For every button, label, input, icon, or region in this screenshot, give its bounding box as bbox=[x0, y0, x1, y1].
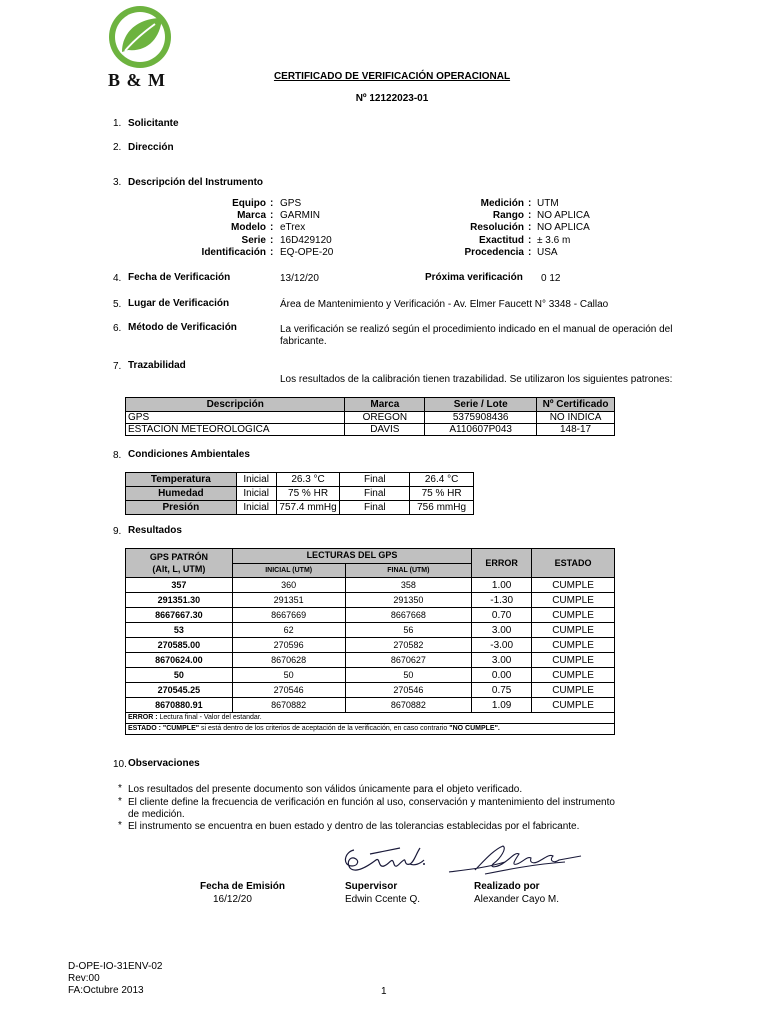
condition-label: Humedad bbox=[126, 487, 237, 501]
table-cell: Final bbox=[340, 473, 410, 487]
column-header-estado: ESTADO bbox=[532, 549, 615, 578]
table-header-row bbox=[126, 549, 615, 564]
table-row bbox=[126, 424, 615, 436]
table-cell: 270545.25 bbox=[126, 683, 233, 698]
note-label: "NO CUMPLE". bbox=[449, 725, 500, 732]
results-body bbox=[126, 578, 615, 713]
table-cell: 270546 bbox=[345, 683, 472, 698]
column-header: Serie / Lote bbox=[425, 398, 537, 412]
performed-name: Alexander Cayo M. bbox=[474, 894, 560, 905]
footer-date: FA:Octubre 2013 bbox=[68, 985, 144, 996]
table-cell: 8667667.30 bbox=[126, 608, 233, 623]
instrument-key: Serie bbox=[241, 235, 266, 246]
table-cell: Final bbox=[340, 487, 410, 501]
table-cell: Final bbox=[340, 501, 410, 515]
instrument-key: Identificación bbox=[201, 247, 266, 258]
column-header-inicial: INICIAL (UTM) bbox=[232, 563, 345, 578]
table-row bbox=[126, 412, 615, 424]
table-cell: 291350 bbox=[345, 593, 472, 608]
table-cell: 8670628 bbox=[232, 653, 345, 668]
section-resultados: Resultados bbox=[128, 525, 182, 536]
table-cell: 8670882 bbox=[232, 698, 345, 713]
table-row bbox=[126, 487, 474, 501]
table-cell: CUMPLE bbox=[532, 623, 615, 638]
note-label: ESTADO : "CUMPLE" bbox=[128, 725, 200, 732]
table-cell: CUMPLE bbox=[532, 683, 615, 698]
instrument-value: NO APLICA bbox=[537, 210, 590, 221]
instrument-key: Marca bbox=[237, 210, 266, 221]
table-cell: 50 bbox=[126, 668, 233, 683]
condition-label: Temperatura bbox=[126, 473, 237, 487]
method-line-1: La verificación se realizó según el procedimiento indicado en el manual de operación del bbox=[280, 324, 673, 335]
section-number: 4. bbox=[113, 273, 122, 284]
table-cell: A110607P043 bbox=[425, 424, 537, 436]
colon: : bbox=[528, 222, 532, 233]
section-number: 1. bbox=[113, 118, 122, 129]
instrument-row bbox=[150, 247, 350, 259]
performed-label: Realizado por bbox=[474, 881, 540, 892]
instrument-row bbox=[400, 210, 620, 222]
column-header-error: ERROR bbox=[472, 549, 532, 578]
table-cell: NO INDICA bbox=[537, 412, 615, 424]
header-text: GPS PATRÓN bbox=[149, 552, 208, 562]
table-cell: 26.4 °C bbox=[410, 473, 474, 487]
section-solicitante: Solicitante bbox=[128, 118, 179, 129]
table-cell: 291351 bbox=[232, 593, 345, 608]
leaf-logo-icon bbox=[100, 4, 180, 70]
table-note-row bbox=[126, 713, 615, 724]
bullet: * bbox=[118, 796, 122, 807]
column-header: Marca bbox=[345, 398, 425, 412]
section-metodo: Método de Verificación bbox=[128, 322, 237, 333]
colon: : bbox=[270, 222, 274, 233]
note-label: ERROR : bbox=[128, 714, 158, 721]
instrument-value: 16D429120 bbox=[280, 235, 332, 246]
condition-label: Presión bbox=[126, 501, 237, 515]
instrument-value: eTrex bbox=[280, 222, 306, 233]
table-cell: 270546 bbox=[232, 683, 345, 698]
table-cell: 358 bbox=[345, 578, 472, 593]
bullet: * bbox=[118, 783, 122, 794]
table-cell: -3.00 bbox=[472, 638, 532, 653]
table-cell: Inicial bbox=[236, 501, 276, 515]
table-cell: 291351.30 bbox=[126, 593, 233, 608]
conditions-table bbox=[125, 472, 474, 515]
colon: : bbox=[270, 210, 274, 221]
colon: : bbox=[528, 198, 532, 209]
table-cell: GPS bbox=[126, 412, 345, 424]
section-number: 8. bbox=[113, 450, 122, 461]
table-cell: 62 bbox=[232, 623, 345, 638]
method-line-2: fabricante. bbox=[280, 336, 327, 347]
next-verification-label: Próxima verificación bbox=[425, 272, 523, 283]
next-verification-value: 0 12 bbox=[541, 273, 561, 284]
table-cell: 75 % HR bbox=[410, 487, 474, 501]
table-cell: CUMPLE bbox=[532, 593, 615, 608]
instrument-row bbox=[150, 222, 350, 235]
colon: : bbox=[270, 198, 274, 209]
instrument-key: Procedencia bbox=[464, 247, 524, 258]
note-text: si está dentro de los criterios de aceptación de la verificación, en caso contrario bbox=[199, 725, 450, 732]
table-cell: 3.00 bbox=[472, 623, 532, 638]
column-header: Nº Certificado bbox=[537, 398, 615, 412]
section-fecha: Fecha de Verificación bbox=[128, 272, 231, 283]
observation-2a: El cliente define la frecuencia de verificación en función al uso, conservación y mantenimiento del instrumento bbox=[128, 797, 615, 808]
table-row bbox=[126, 638, 615, 653]
section-number: 6. bbox=[113, 323, 122, 334]
column-header-lecturas: LECTURAS DEL GPS bbox=[232, 549, 471, 564]
error-note bbox=[126, 713, 615, 724]
instrument-key: Modelo bbox=[231, 222, 266, 233]
table-row bbox=[126, 623, 615, 638]
table-cell: 756 mmHg bbox=[410, 501, 474, 515]
table-note-row bbox=[126, 724, 615, 735]
section-number: 2. bbox=[113, 142, 122, 153]
performer-signature-icon bbox=[445, 840, 585, 880]
table-cell: 0.75 bbox=[472, 683, 532, 698]
instrument-key: Rango bbox=[492, 210, 524, 221]
estado-note bbox=[126, 724, 615, 735]
table-cell: 56 bbox=[345, 623, 472, 638]
instrument-row bbox=[400, 222, 620, 235]
section-number: 7. bbox=[113, 361, 122, 372]
verification-place: Área de Mantenimiento y Verificación - Av. Elmer Faucett N° 3348 - Callao bbox=[280, 299, 609, 310]
instrument-value: ± 3.6 m bbox=[537, 235, 571, 246]
table-row bbox=[126, 668, 615, 683]
observation-2b: de medición. bbox=[128, 809, 185, 820]
table-cell: -1.30 bbox=[472, 593, 532, 608]
section-trazabilidad: Trazabilidad bbox=[128, 360, 186, 371]
results-table bbox=[125, 548, 615, 735]
footer-code: D-OPE-IO-31ENV-02 bbox=[68, 961, 163, 972]
instrument-value: EQ-OPE-20 bbox=[280, 247, 334, 258]
section-direccion: Dirección bbox=[128, 142, 174, 153]
instrument-value: UTM bbox=[537, 198, 559, 209]
instrument-row bbox=[400, 235, 620, 247]
traceability-text: Los resultados de la calibración tienen trazabilidad. Se utilizaron los siguientes patrones: bbox=[280, 374, 673, 385]
table-cell: 0.70 bbox=[472, 608, 532, 623]
table-row bbox=[126, 653, 615, 668]
page-number: 1 bbox=[381, 986, 387, 997]
instrument-row bbox=[400, 247, 620, 259]
table-cell: Inicial bbox=[236, 473, 276, 487]
table-cell: 50 bbox=[345, 668, 472, 683]
table-row bbox=[126, 578, 615, 593]
table-cell: 0.00 bbox=[472, 668, 532, 683]
table-cell: CUMPLE bbox=[532, 668, 615, 683]
table-cell: 148-17 bbox=[537, 424, 615, 436]
table-row bbox=[126, 683, 615, 698]
instrument-value: NO APLICA bbox=[537, 222, 590, 233]
table-cell: 360 bbox=[232, 578, 345, 593]
table-cell: Inicial bbox=[236, 487, 276, 501]
colon: : bbox=[528, 235, 532, 246]
emission-label: Fecha de Emisión bbox=[200, 881, 286, 892]
instrument-value: GARMIN bbox=[280, 210, 320, 221]
table-cell: 8667668 bbox=[345, 608, 472, 623]
observation-3: El instrumento se encuentra en buen estado y dentro de las tolerancias establecidas por el fabricante. bbox=[128, 821, 580, 832]
column-header-final: FINAL (UTM) bbox=[345, 563, 472, 578]
section-lugar: Lugar de Verificación bbox=[128, 298, 230, 309]
table-cell: 270585.00 bbox=[126, 638, 233, 653]
table-cell: 270582 bbox=[345, 638, 472, 653]
logo-text: B & M bbox=[108, 70, 166, 90]
table-cell: 1.09 bbox=[472, 698, 532, 713]
table-cell: 270596 bbox=[232, 638, 345, 653]
table-cell: 75 % HR bbox=[276, 487, 340, 501]
table-row bbox=[126, 698, 615, 713]
instrument-key: Medición bbox=[480, 198, 524, 209]
instrument-key: Resolución bbox=[470, 222, 524, 233]
colon: : bbox=[528, 247, 532, 258]
document-title: CERTIFICADO DE VERIFICACIÓN OPERACIONAL bbox=[273, 71, 511, 82]
colon: : bbox=[270, 235, 274, 246]
table-cell: DAVIS bbox=[345, 424, 425, 436]
section-number: 9. bbox=[113, 526, 122, 537]
instrument-row bbox=[150, 235, 350, 247]
table-row bbox=[126, 473, 474, 487]
footer-rev: Rev:00 bbox=[68, 973, 100, 984]
table-cell: CUMPLE bbox=[532, 638, 615, 653]
verification-date: 13/12/20 bbox=[280, 273, 319, 284]
table-cell: 8670627 bbox=[345, 653, 472, 668]
colon: : bbox=[270, 247, 274, 258]
table-cell: 50 bbox=[232, 668, 345, 683]
table-cell: 53 bbox=[126, 623, 233, 638]
instrument-row bbox=[150, 198, 350, 210]
table-cell: 8670880.91 bbox=[126, 698, 233, 713]
supervisor-name: Edwin Ccente Q. bbox=[345, 894, 421, 905]
table-cell: 26.3 °C bbox=[276, 473, 340, 487]
table-cell: 8670624.00 bbox=[126, 653, 233, 668]
table-cell: ESTACION METEOROLOGICA bbox=[126, 424, 345, 436]
table-cell: 8667669 bbox=[232, 608, 345, 623]
traceability-table bbox=[125, 397, 615, 436]
instrument-left bbox=[150, 198, 350, 259]
instrument-value: GPS bbox=[280, 198, 302, 209]
instrument-key: Equipo bbox=[232, 198, 266, 209]
instrument-row bbox=[400, 198, 620, 210]
table-cell: CUMPLE bbox=[532, 698, 615, 713]
table-row bbox=[126, 608, 615, 623]
section-condiciones: Condiciones Ambientales bbox=[128, 449, 250, 460]
section-descripcion: Descripción del Instrumento bbox=[128, 177, 264, 188]
table-cell: 8670882 bbox=[345, 698, 472, 713]
observation-1: Los resultados del presente documento son válidos únicamente para el objeto verificado. bbox=[128, 784, 523, 795]
table-cell: CUMPLE bbox=[532, 653, 615, 668]
header-text: (Alt, L, UTM) bbox=[152, 564, 206, 574]
supervisor-label: Supervisor bbox=[345, 881, 398, 892]
section-number: 3. bbox=[113, 177, 122, 188]
instrument-value: USA bbox=[537, 247, 558, 258]
table-cell: CUMPLE bbox=[532, 608, 615, 623]
section-number: 5. bbox=[113, 299, 122, 310]
table-cell: 757.4 mmHg bbox=[276, 501, 340, 515]
column-header-patron bbox=[126, 549, 233, 578]
company-logo bbox=[100, 4, 180, 70]
table-cell: CUMPLE bbox=[532, 578, 615, 593]
note-text: Lectura final - Valor del estandar. bbox=[157, 714, 262, 721]
table-cell: 357 bbox=[126, 578, 233, 593]
emission-date: 16/12/20 bbox=[213, 894, 252, 905]
table-row bbox=[126, 593, 615, 608]
table-header-row bbox=[126, 398, 615, 412]
section-observaciones: Observaciones bbox=[128, 758, 200, 769]
instrument-key: Exactitud bbox=[478, 235, 524, 246]
certificate-number: Nº 12122023-01 bbox=[355, 93, 429, 104]
table-cell: 5375908436 bbox=[425, 412, 537, 424]
instrument-right bbox=[400, 198, 620, 259]
table-cell: 1.00 bbox=[472, 578, 532, 593]
column-header: Descripción bbox=[126, 398, 345, 412]
bullet: * bbox=[118, 820, 122, 831]
table-row bbox=[126, 501, 474, 515]
instrument-row bbox=[150, 210, 350, 222]
table-cell: 3.00 bbox=[472, 653, 532, 668]
section-number: 10. bbox=[113, 759, 127, 770]
supervisor-signature-icon bbox=[340, 840, 435, 880]
colon: : bbox=[528, 210, 532, 221]
table-cell: OREGON bbox=[345, 412, 425, 424]
